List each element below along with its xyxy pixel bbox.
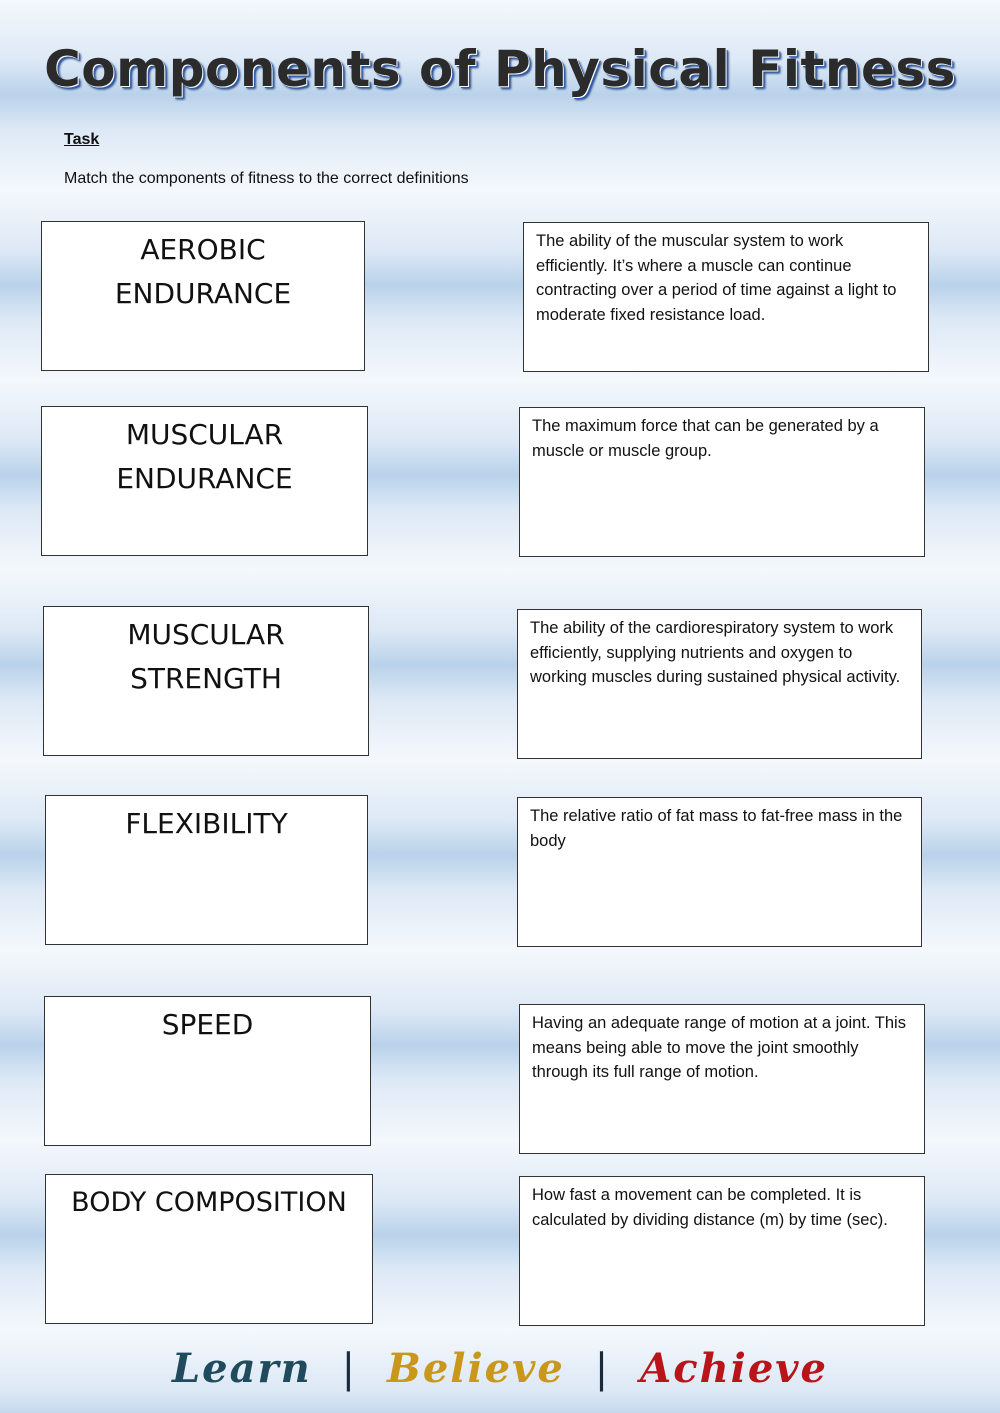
- motto-separator: |: [341, 1346, 358, 1392]
- term-label: SPEED: [161, 1008, 254, 1041]
- definition-text: The maximum force that can be generated by a muscle or muscle group.: [532, 417, 879, 460]
- motto-learn: Learn: [172, 1345, 312, 1392]
- task-label: Task: [64, 131, 100, 148]
- term-box-muscular-strength[interactable]: [43, 606, 369, 756]
- term-label: MUSCULAR STRENGTH: [127, 618, 285, 695]
- definition-text: The relative ratio of fat mass to fat-free mass in the body: [530, 807, 903, 850]
- definition-box-5[interactable]: [519, 1004, 925, 1154]
- motto-separator: |: [594, 1346, 611, 1392]
- term-label: MUSCULAR ENDURANCE: [116, 418, 293, 495]
- definition-text: Having an adequate range of motion at a joint. This means being able to move the joint smoothly through its full range of motion.: [532, 1014, 906, 1081]
- term-box-aerobic-endurance[interactable]: [41, 221, 365, 371]
- definition-text: The ability of the cardiorespiratory system to work efficiently, supplying nutrients and oxygen to working muscles during sustained physical activity.: [530, 619, 901, 686]
- term-box-flexibility[interactable]: [45, 795, 368, 945]
- motto-achieve: Achieve: [640, 1345, 828, 1392]
- term-box-muscular-endurance[interactable]: [41, 406, 368, 556]
- instructions: Match the components of fitness to the correct definitions: [64, 170, 469, 187]
- term-label: AEROBIC ENDURANCE: [114, 233, 292, 310]
- definition-box-6[interactable]: [519, 1176, 925, 1326]
- motto-believe: Believe: [387, 1345, 565, 1392]
- footer-motto: [0, 1345, 1000, 1392]
- definition-box-1[interactable]: [523, 222, 929, 372]
- page-title: Components of Physical Fitness: [44, 40, 956, 98]
- term-box-speed[interactable]: [44, 996, 371, 1146]
- definition-text: How fast a movement can be completed. It is calculated by dividing distance (m) by time (sec).: [532, 1186, 888, 1229]
- definition-box-3[interactable]: [517, 609, 922, 759]
- term-label: FLEXIBILITY: [125, 807, 288, 840]
- definition-box-2[interactable]: [519, 407, 925, 557]
- definition-text: The ability of the muscular system to work efficiently. It’s where a muscle can continue contracting over a period of time against a light to moderate fixed resistance load.: [536, 232, 897, 324]
- term-box-body-composition[interactable]: [45, 1174, 373, 1324]
- term-label: BODY COMPOSITION: [71, 1187, 347, 1218]
- definition-box-4[interactable]: [517, 797, 922, 947]
